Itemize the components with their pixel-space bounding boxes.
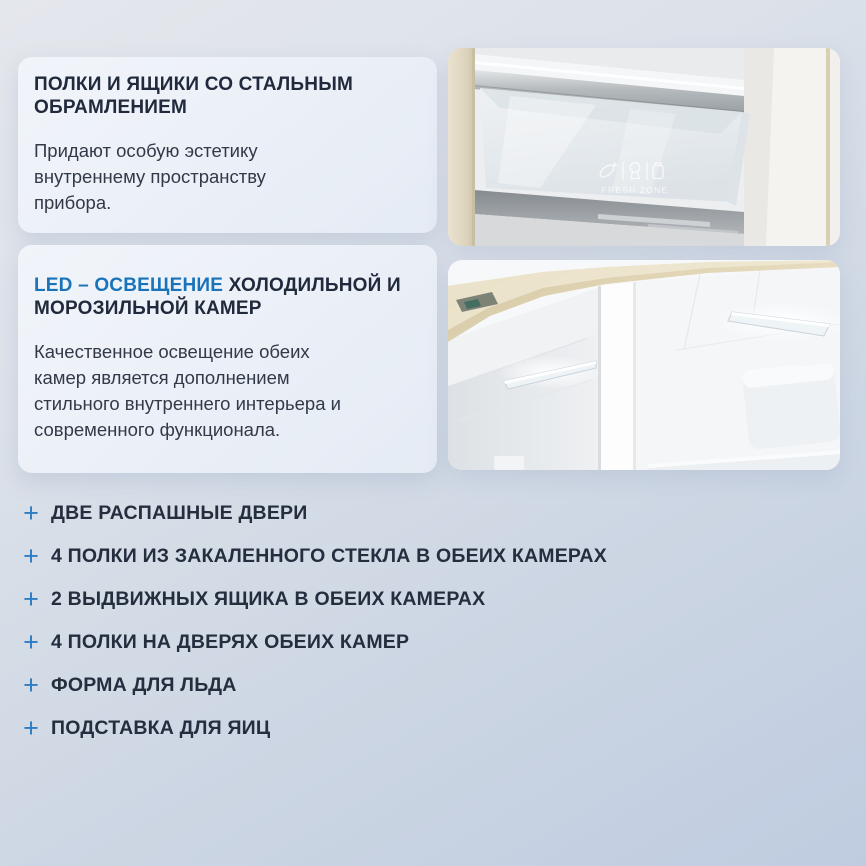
feature-item [20, 498, 846, 528]
feature-label: ДВЕ РАСПАШНЫЕ ДВЕРИ [51, 501, 308, 524]
feature-item [20, 713, 846, 743]
card-body: Качественное освещение обеих камер является дополнением стильного внутреннего интерьера и современного функционала. [34, 340, 341, 440]
photo-led-interior [448, 260, 840, 470]
feature-item [20, 670, 846, 700]
feature-label: 2 ВЫДВИЖНЫХ ЯЩИКА В ОБЕИХ КАМЕРАХ [51, 587, 486, 610]
plus-icon: + [23, 713, 39, 743]
led-interior-illustration [448, 260, 840, 470]
fresh-zone-drawer-illustration [448, 48, 840, 246]
feature-item [20, 584, 846, 614]
plus-icon: + [23, 584, 39, 614]
plus-icon: + [23, 670, 39, 700]
card-heading-accent: LED – ОСВЕЩЕНИЕ [34, 275, 224, 297]
feature-item [20, 627, 846, 657]
fresh-zone-label: FRESH ZONE [601, 185, 669, 195]
plus-icon: + [23, 498, 39, 528]
card-heading [34, 74, 411, 120]
card-heading [34, 275, 411, 321]
plus-icon: + [23, 627, 39, 657]
feature-label: ПОДСТАВКА ДЛЯ ЯИЦ [51, 716, 271, 739]
plus-icon: + [23, 541, 39, 571]
feature-list [20, 498, 846, 759]
feature-label: 4 ПОЛКИ НА ДВЕРЯХ ОБЕИХ КАМЕР [51, 630, 410, 653]
feature-label: ФОРМА ДЛЯ ЛЬДА [51, 673, 237, 696]
photo-fresh-zone-drawer [448, 48, 840, 246]
card-body: Придают особую эстетику внутреннему пространству прибора. [34, 139, 266, 213]
feature-label: 4 ПОЛКИ ИЗ ЗАКАЛЕННОГО СТЕКЛА В ОБЕИХ КАМЕРАХ [51, 544, 607, 567]
card-steel-shelves [18, 57, 437, 233]
feature-item [20, 541, 846, 571]
card-heading-text: ХОЛОДИЛЬНОЙ И МОРОЗИЛЬНОЙ КАМЕР [34, 275, 401, 319]
card-led-lighting [18, 245, 437, 473]
card-heading-text: ПОЛКИ И ЯЩИКИ СО СТАЛЬНЫМ ОБРАМЛЕНИЕМ [34, 74, 354, 118]
